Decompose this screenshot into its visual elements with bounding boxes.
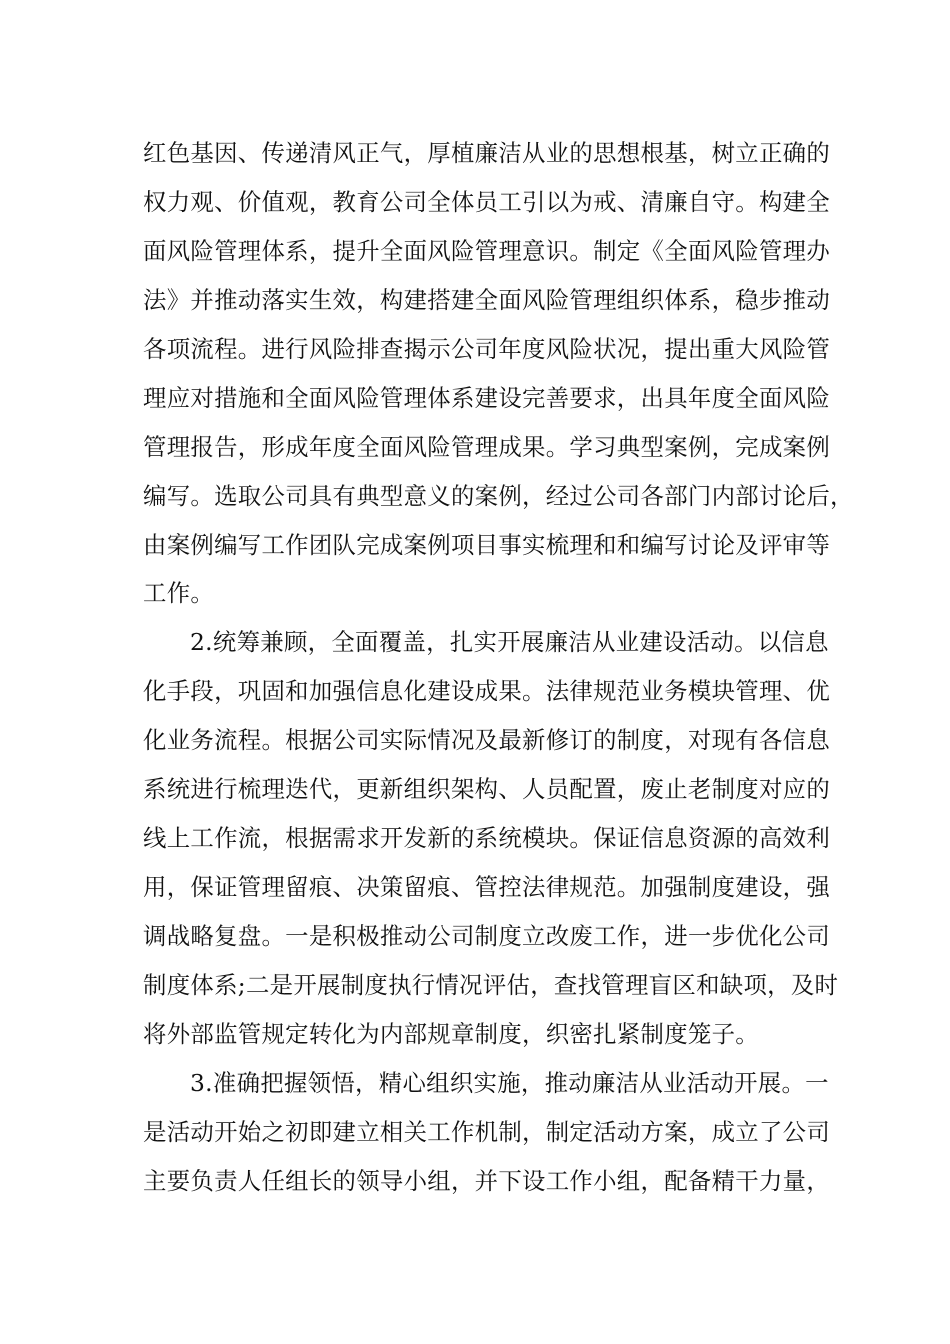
text-line: 法》并推动落实生效，构建搭建全面风险管理组织体系，稳步推动 (143, 285, 831, 314)
text-line: 主要负责人任组长的领导小组，并下设工作小组，配备精干力量， (143, 1166, 831, 1195)
text-line: 将外部监管规定转化为内部规章制度，织密扎紧制度笼子。 (143, 1019, 759, 1048)
text-line: 用，保证管理留痕、决策留痕、管控法律规范。加强制度建设，强 (143, 873, 831, 902)
document-body (143, 129, 854, 1206)
text-line: 系统进行梳理迭代，更新组织架构、人员配置，废止老制度对应的 (143, 775, 831, 804)
text-line: 是活动开始之初即建立相关工作机制，制定活动方案，成立了公司 (143, 1117, 831, 1146)
text-line: 管理报告，形成年度全面风险管理成果。学习典型案例，完成案例 (143, 432, 831, 461)
text-line: 制度体系;二是开展制度执行情况评估，查找管理盲区和缺项，及时 (143, 970, 839, 999)
text-line: 工作。 (143, 579, 215, 608)
text-line: 化业务流程。根据公司实际情况及最新修订的制度，对现有各信息 (143, 726, 831, 755)
text-line: 理应对措施和全面风险管理体系建设完善要求，出具年度全面风险 (143, 383, 831, 412)
text-line: 红色基因、传递清风正气，厚植廉洁从业的思想根基，树立正确的 (143, 139, 831, 167)
text-line: 权力观、价值观，教育公司全体员工引以为戒、清廉自守。构建全 (143, 187, 831, 216)
text-line: 由案例编写工作团队完成案例项目事实梳理和和编写讨论及评审等 (143, 530, 831, 559)
paragraph-1 (143, 129, 854, 618)
text-line: 2.统筹兼顾，全面覆盖，扎实开展廉洁从业建设活动。以信息 (190, 628, 829, 657)
paragraph-3 (143, 1059, 831, 1206)
paragraph-2 (143, 618, 839, 1058)
text-line: 面风险管理体系，提升全面风险管理意识。制定《全面风险管理办 (143, 236, 831, 265)
text-line: 各项流程。进行风险排查揭示公司年度风险状况，提出重大风险管 (143, 334, 831, 363)
text-line: 化手段，巩固和加强信息化建设成果。法律规范业务模块管理、优 (143, 677, 831, 706)
text-line: 调战略复盘。一是积极推动公司制度立改废工作，进一步优化公司 (143, 922, 831, 950)
text-line: 线上工作流，根据需求开发新的系统模块。保证信息资源的高效利 (143, 824, 831, 853)
text-line: 编写。选取公司具有典型意义的案例，经过公司各部门内部讨论后， (143, 481, 854, 510)
text-line: 3.准确把握领悟，精心组织实施，推动廉洁从业活动开展。一 (190, 1068, 829, 1097)
